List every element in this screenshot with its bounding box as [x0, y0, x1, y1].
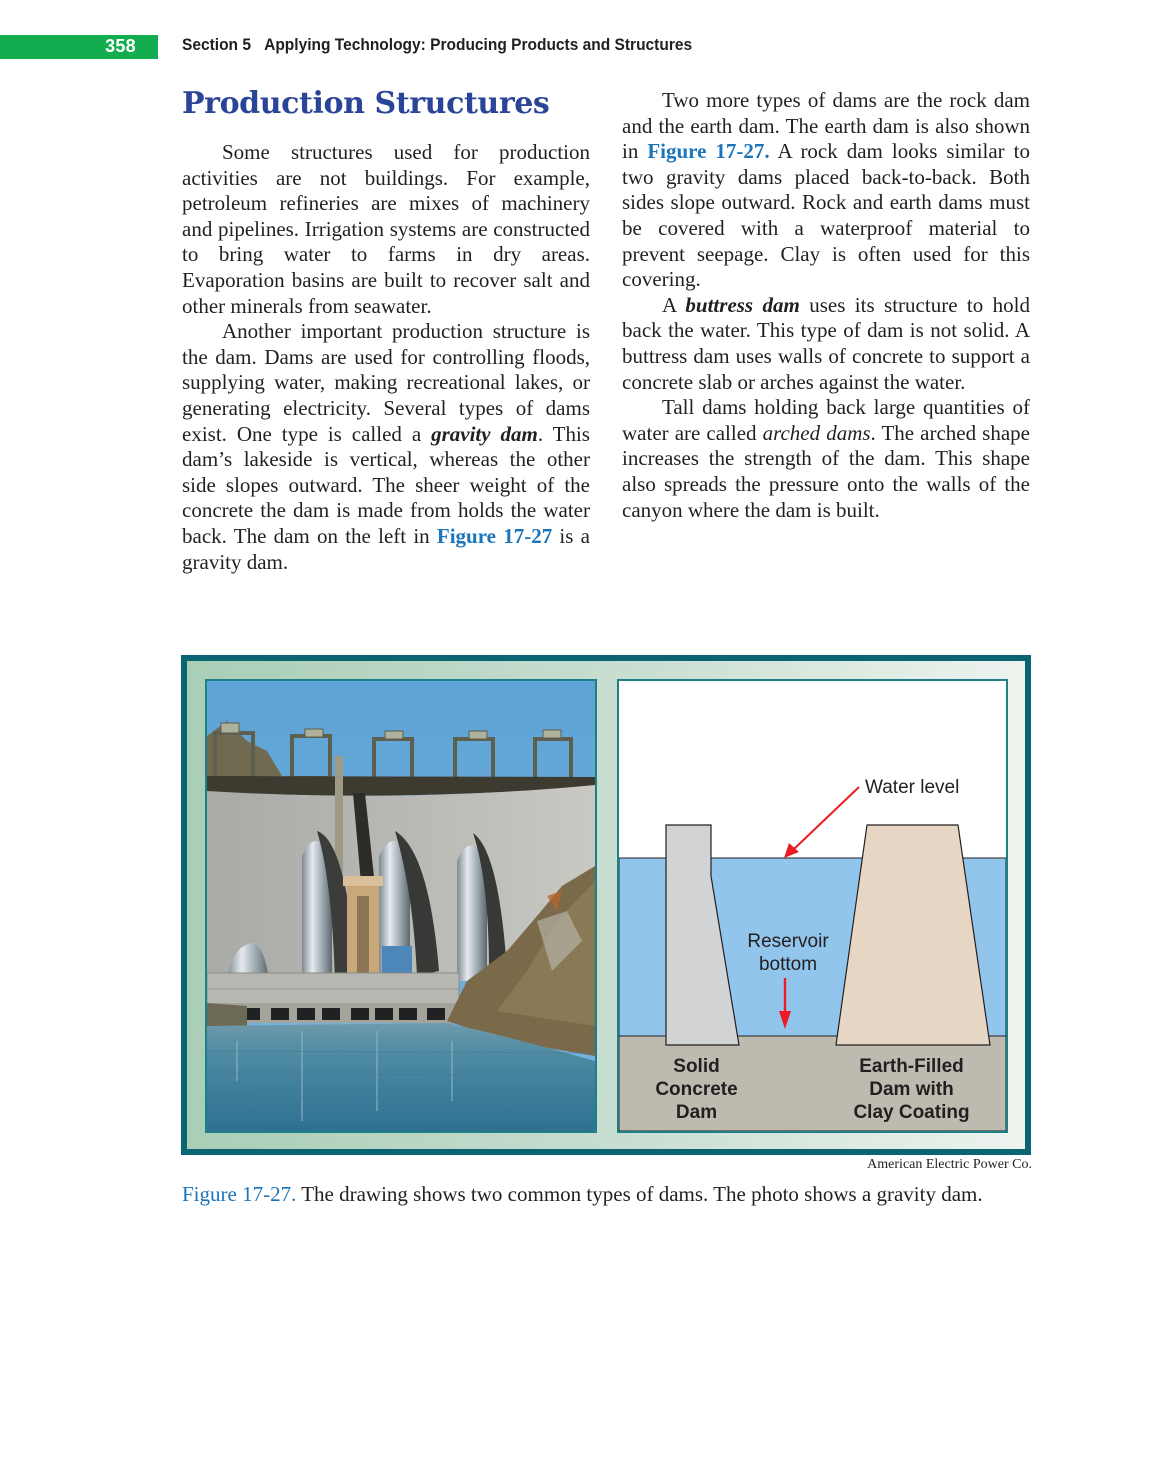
- section-heading: Production Structures: [182, 86, 550, 121]
- paragraph: Two more types of dams are the rock dam and the earth dam. The earth dam is also shown in Figure 17-27. A rock dam looks similar to two gravity dams placed back-to-back. Both sides slope outward. Rock and earth dams must be covered with a waterproof material to prevent seepage. Clay is often used for this covering.: [622, 88, 1030, 292]
- key-term: arched dams: [762, 420, 871, 445]
- running-head: [182, 36, 692, 55]
- left-column: [182, 86, 590, 575]
- figure-reference-link[interactable]: Figure 17-27: [436, 523, 553, 548]
- paragraph: Another important production structure is the dam. Dams are used for controlling floods, supplying water, making recreational lakes, or generating electricity. Several types of dams exist. One type is called a gravity dam. This dam’s lakeside is vertical, whereas the other side slopes outward. The sheer weight of the concrete the dam is made from holds the water back. The dam on the left in Figure 17-27 is a gravity dam.: [182, 319, 590, 574]
- water-level-arrow-icon: [784, 787, 859, 858]
- paragraph: Tall dams holding back large quantities of water are called arched dams. The arched shape increases the strength of the dam. This shape also spreads the pressure onto the walls of the canyon where the dam is built.: [622, 395, 1031, 522]
- photo-credit: American Electric Power Co.: [867, 1157, 1032, 1172]
- figure-caption: [182, 1181, 1002, 1207]
- water-level-label: Water level: [865, 777, 960, 798]
- key-term: gravity dam: [431, 421, 538, 446]
- section-title: Applying Technology: Producing Products and Structures: [264, 36, 693, 54]
- reservoir-bottom-label: Reservoir bottom: [747, 931, 829, 975]
- page-number-bar: [0, 35, 158, 59]
- earth-filled-dam-label: Earth-Filled Dam with Clay Coating: [853, 1056, 970, 1123]
- dam-photo: [205, 679, 597, 1133]
- section-label: Section 5: [182, 36, 251, 54]
- page-number: 358: [105, 36, 136, 56]
- paragraph: Some structures used for production activities are not buildings. For example, petroleum refineries are mixes of machinery and pipelines. Irrigation systems are constructed to bring water to farms in dry areas. Evaporation basins are built to recover salt and other minerals from seawater.: [182, 140, 590, 318]
- solid-concrete-dam-label: Solid Concrete Dam: [655, 1056, 738, 1123]
- right-column: [622, 88, 1030, 523]
- gravity-dam-photo-illustration: [207, 681, 595, 1131]
- key-term: buttress dam: [685, 292, 800, 317]
- dam-types-drawing: [617, 679, 1008, 1133]
- figure-label: Figure 17-27.: [182, 1182, 297, 1206]
- figure-reference-link[interactable]: Figure 17-27.: [647, 139, 770, 164]
- caption-text: The drawing shows two common types of dams. The photo shows a gravity dam.: [296, 1182, 983, 1206]
- paragraph: A buttress dam uses its structure to hold back the water. This type of dam is not solid. A buttress dam uses walls of concrete to support a concrete slab or arches against the water.: [622, 292, 1030, 394]
